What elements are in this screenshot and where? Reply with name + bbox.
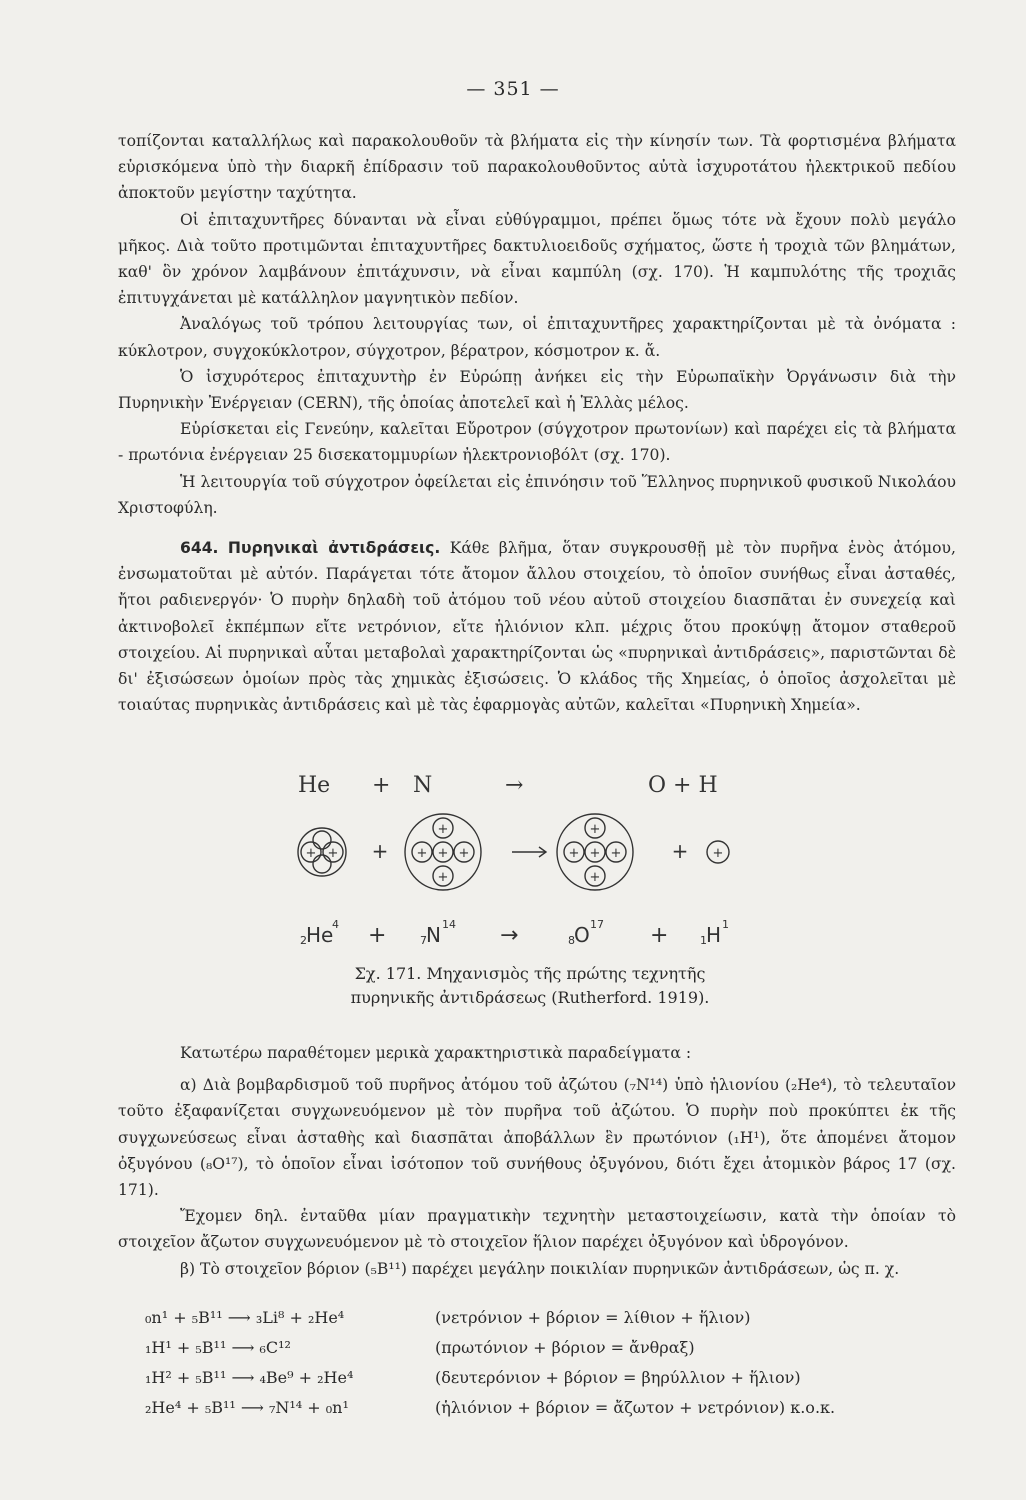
- reaction-description: (πρωτόνιον + βόριον = ἄνθραξ): [435, 1337, 695, 1357]
- n-symbol: N: [426, 923, 441, 947]
- paragraph: Κατωτέρω παραθέτομεν μερικὰ χαρακτηριστικὰ παραδείγματα :: [180, 1044, 692, 1062]
- reaction-equation: ₀n¹ + ₅B¹¹ ⟶ ₃Li⁸ + ₂He⁴: [145, 1307, 345, 1327]
- section-paragraph: [118, 535, 956, 718]
- svg-text:+: +: [327, 846, 339, 861]
- svg-text:+: +: [589, 846, 601, 861]
- o-a: 17: [590, 918, 604, 931]
- svg-text:+: +: [610, 846, 622, 861]
- bottom-text-block: [118, 1040, 956, 1282]
- reaction-equation: ₂He⁴ + ₅B¹¹ ⟶ ₇N¹⁴ + ₀n¹: [145, 1397, 349, 1417]
- h-symbol: H: [706, 923, 722, 947]
- atom-diagrams: [298, 814, 729, 890]
- svg-text:+: +: [437, 822, 449, 837]
- svg-text:+: +: [416, 846, 428, 861]
- paragraph: Οἱ ἐπιταχυντῆρες δύνανται νὰ εἶναι εὐθύγραμμοι, πρέπει ὅμως τότε νὰ ἔχουν πολὺ μεγάλο μῆκος. Διὰ τοῦτο προτιμῶνται ἐπιταχυντῆρες δακτυλιοειδοῦς σχήματος, ὥστε ἡ τροχιὰ τῶν βλημάτων, καθ' ὃν χρόνον λαμβάνουν ἐπιτάχυνσιν, νὰ εἶναι καμπύλη (σχ. 170). Ἡ καμπυλότης τῆς τροχιᾶς ἐπιτυγχάνεται μὲ κατάλληλον μαγνητικὸν πεδίον.: [118, 210, 956, 308]
- paragraph: β) Τὸ στοιχεῖον βόριον (₅B¹¹) παρέχει μεγάλην ποικιλίαν πυρηνικῶν ἀντιδράσεων, ὡς π. χ.: [180, 1259, 900, 1278]
- reaction-description: (δευτερόνιον + βόριον = βηρύλλιον + ἥλιον): [435, 1367, 801, 1387]
- page-number: — 351 —: [466, 78, 560, 100]
- svg-text:+: +: [712, 846, 724, 861]
- reactions-table: [145, 1302, 835, 1422]
- figure-caption: [240, 962, 820, 1010]
- he-a: 4: [332, 918, 339, 931]
- svg-text:+: +: [458, 846, 470, 861]
- label-arrow: →: [505, 773, 524, 798]
- paragraph: Ὁ ἰσχυρότερος ἐπιταχυντὴρ ἐν Εὐρώπῃ ἀνήκει εἰς τὴν Εὐρωπαϊκὴν Ὀργάνωσιν διὰ τὴν Πυρηνικὴν Ἐνέργειαν (CERN), τῆς ὁποίας ἀποτελεῖ καὶ ἡ Ἑλλὰς μέλος.: [118, 367, 956, 413]
- label-plus: +: [372, 773, 391, 798]
- h-a: 1: [722, 918, 729, 931]
- section-body: Κάθε βλῆμα, ὅταν συγκρουσθῇ μὲ τὸν πυρῆνα ἑνὸς ἀτόμου, ἐνσωματοῦται μὲ αὐτόν. Παράγεται τότε ἄτομον ἄλλου στοιχείου, τὸ ὁποῖον συνήθως εἶναι ἀσταθές, ἤτοι ραδιενεργόν· Ὁ πυρὴν δηλαδὴ τοῦ ἀτόμου τοῦ νέου αὐτοῦ στοιχείου διασπᾶται ἐν συνεχείᾳ καὶ ἀκτινοβολεῖ ἐκπέμπων εἴτε νετρόνιον, εἴτε ἡλιόνιον κλπ. μέχρις ὅτου προκύψῃ ἄτομον σταθεροῦ στοιχείου. Αἱ πυρηνικαὶ αὗται μεταβολαὶ χαρακτηρίζονται ὡς «πυρηνικαὶ ἀντιδράσεις», παριστῶνται δὲ δι' ἐξισώσεων ὁμοίων πρὸς τὰς χημικὰς ἐξισώσεις. Ὁ κλάδος τῆς Χημείας, ὁ ὁποῖος ἀσχολεῖται μὲ τοιαύτας πυρηνικὰς ἀντιδράσεις καὶ μὲ τὰς ἐφαρμογὰς αὐτῶν, καλεῖται «Πυρηνικὴ Χημεία».: [118, 539, 956, 715]
- reaction-row: [145, 1332, 835, 1362]
- top-text-block: [118, 128, 956, 718]
- label-he: He: [298, 773, 331, 798]
- paragraph: Ἔχομεν δηλ. ἐνταῦθα μίαν πραγματικὴν τεχνητὴν μεταστοιχείωσιν, κατὰ τὴν ὁποίαν τὸ στοιχεῖον ἄζωτον συγχωνευόμενον μὲ τὸ στοιχεῖον ἥλιον παρέχει ὀξυγόνον καὶ ὑδρογόνον.: [118, 1207, 956, 1252]
- section-title: Πυρηνικαὶ ἀντιδράσεις.: [227, 539, 441, 558]
- paragraph: α) Διὰ βομβαρδισμοῦ τοῦ πυρῆνος ἀτόμου τοῦ ἀζώτου (₇N¹⁴) ὑπὸ ἡλιονίου (₂He⁴), τὸ τελευταῖον τοῦτο ἐξαφανίζεται συγχωνευόμενον μὲ τὸν πυρῆνα τοῦ ἀζώτου. Ὁ πυρὴν ποὺ προκύπτει ἐκ τῆς συγχωνεύσεως εἶναι ἀσταθὴς καὶ διασπᾶται ἀποβάλλων ἓν πρωτόνιον (₁H¹), ὅτε ἀπομένει ἄτομον ὀξυγόνου (₈O¹⁷), τὸ ὁποῖον εἶναι ἰσότοπον τοῦ συνήθους ὀξυγόνου, διότι ἔχει ἀτομικὸν βάρος 17 (σχ. 171).: [118, 1076, 956, 1200]
- svg-text:+: +: [437, 846, 449, 861]
- svg-text:+: +: [568, 846, 580, 861]
- reaction-equation: ₁H² + ₅B¹¹ ⟶ ₄Be⁹ + ₂He⁴: [145, 1367, 354, 1387]
- svg-text:+: +: [589, 822, 601, 837]
- plus-1: +: [368, 923, 387, 948]
- caption-line: Σχ. 171. Μηχανισμὸς τῆς πρώτης τεχνητῆς: [354, 964, 706, 983]
- he-symbol: He: [306, 923, 334, 947]
- svg-text:+: +: [589, 870, 601, 885]
- reaction-row: [145, 1302, 835, 1332]
- reaction-diagram: [250, 768, 810, 958]
- o-z: 8: [568, 934, 575, 947]
- paragraph: Ἡ λειτουργία τοῦ σύγχοτρον ὀφείλεται εἰς ἐπινόησιν τοῦ Ἕλληνος πυρηνικοῦ φυσικοῦ Νικολάου Χριστοφύλη.: [118, 472, 956, 517]
- reaction-row: [145, 1392, 835, 1422]
- o-symbol: O: [574, 923, 590, 947]
- label-products: O + H: [648, 773, 718, 798]
- svg-text:+: +: [437, 870, 449, 885]
- figure-nuclear-reaction: [250, 768, 810, 958]
- svg-text:+: +: [671, 839, 689, 863]
- reaction-equation: ₁H¹ + ₅B¹¹ ⟶ ₆C¹²: [145, 1337, 291, 1357]
- he-z: 2: [300, 934, 307, 947]
- label-n: N: [413, 773, 433, 798]
- paragraph: Εὑρίσκεται εἰς Γενεύην, καλεῖται Εὔροτρον (σύγχοτρον πρωτονίων) καὶ παρέχει εἰς τὰ βλήματα - πρωτόνια ἐνέργειαν 25 δισεκατομμυρίων ἠλεκτρονιοβόλτ (σχ. 170).: [118, 420, 956, 465]
- caption-line: πυρηνικῆς ἀντιδράσεως (Rutherford. 1919).: [350, 988, 710, 1007]
- h-z: 1: [700, 934, 707, 947]
- section-number: 644.: [180, 539, 219, 558]
- svg-text:+: +: [371, 839, 389, 863]
- reaction-description: (νετρόνιον + βόριον = λίθιον + ἥλιον): [435, 1307, 751, 1327]
- paragraph: Ἀναλόγως τοῦ τρόπου λειτουργίας των, οἱ ἐπιταχυντῆρες χαρακτηρίζονται μὲ τὰ ὀνόματα : κύκλοτρον, συγχοκύκλοτρον, σύγχοτρον, βέρατρον, κόσμοτρον κ. ἄ.: [118, 315, 956, 360]
- paragraph: τοπίζονται καταλλήλως καὶ παρακολουθοῦν τὰ βλήματα εἰς τὴν κίνησίν των. Τὰ φορτισμένα βλήματα εὑρισκόμενα ὑπὸ τὴν διαρκῆ ἐπίδρασιν τοῦ παρακολουθοῦντος αὐτὰ ἰσχυροτάτου ἠλεκτρικοῦ πεδίου ἀποκτοῦν μεγίστην ταχύτητα.: [118, 132, 956, 203]
- plus-2: +: [650, 923, 669, 948]
- n-a: 14: [442, 918, 456, 931]
- n-z: 7: [420, 934, 427, 947]
- reaction-row: [145, 1362, 835, 1392]
- reaction-description: (ἡλιόνιον + βόριον = ἄζωτον + νετρόνιον) κ.ο.κ.: [435, 1397, 836, 1417]
- arrow-2: →: [500, 923, 519, 948]
- svg-text:+: +: [305, 846, 317, 861]
